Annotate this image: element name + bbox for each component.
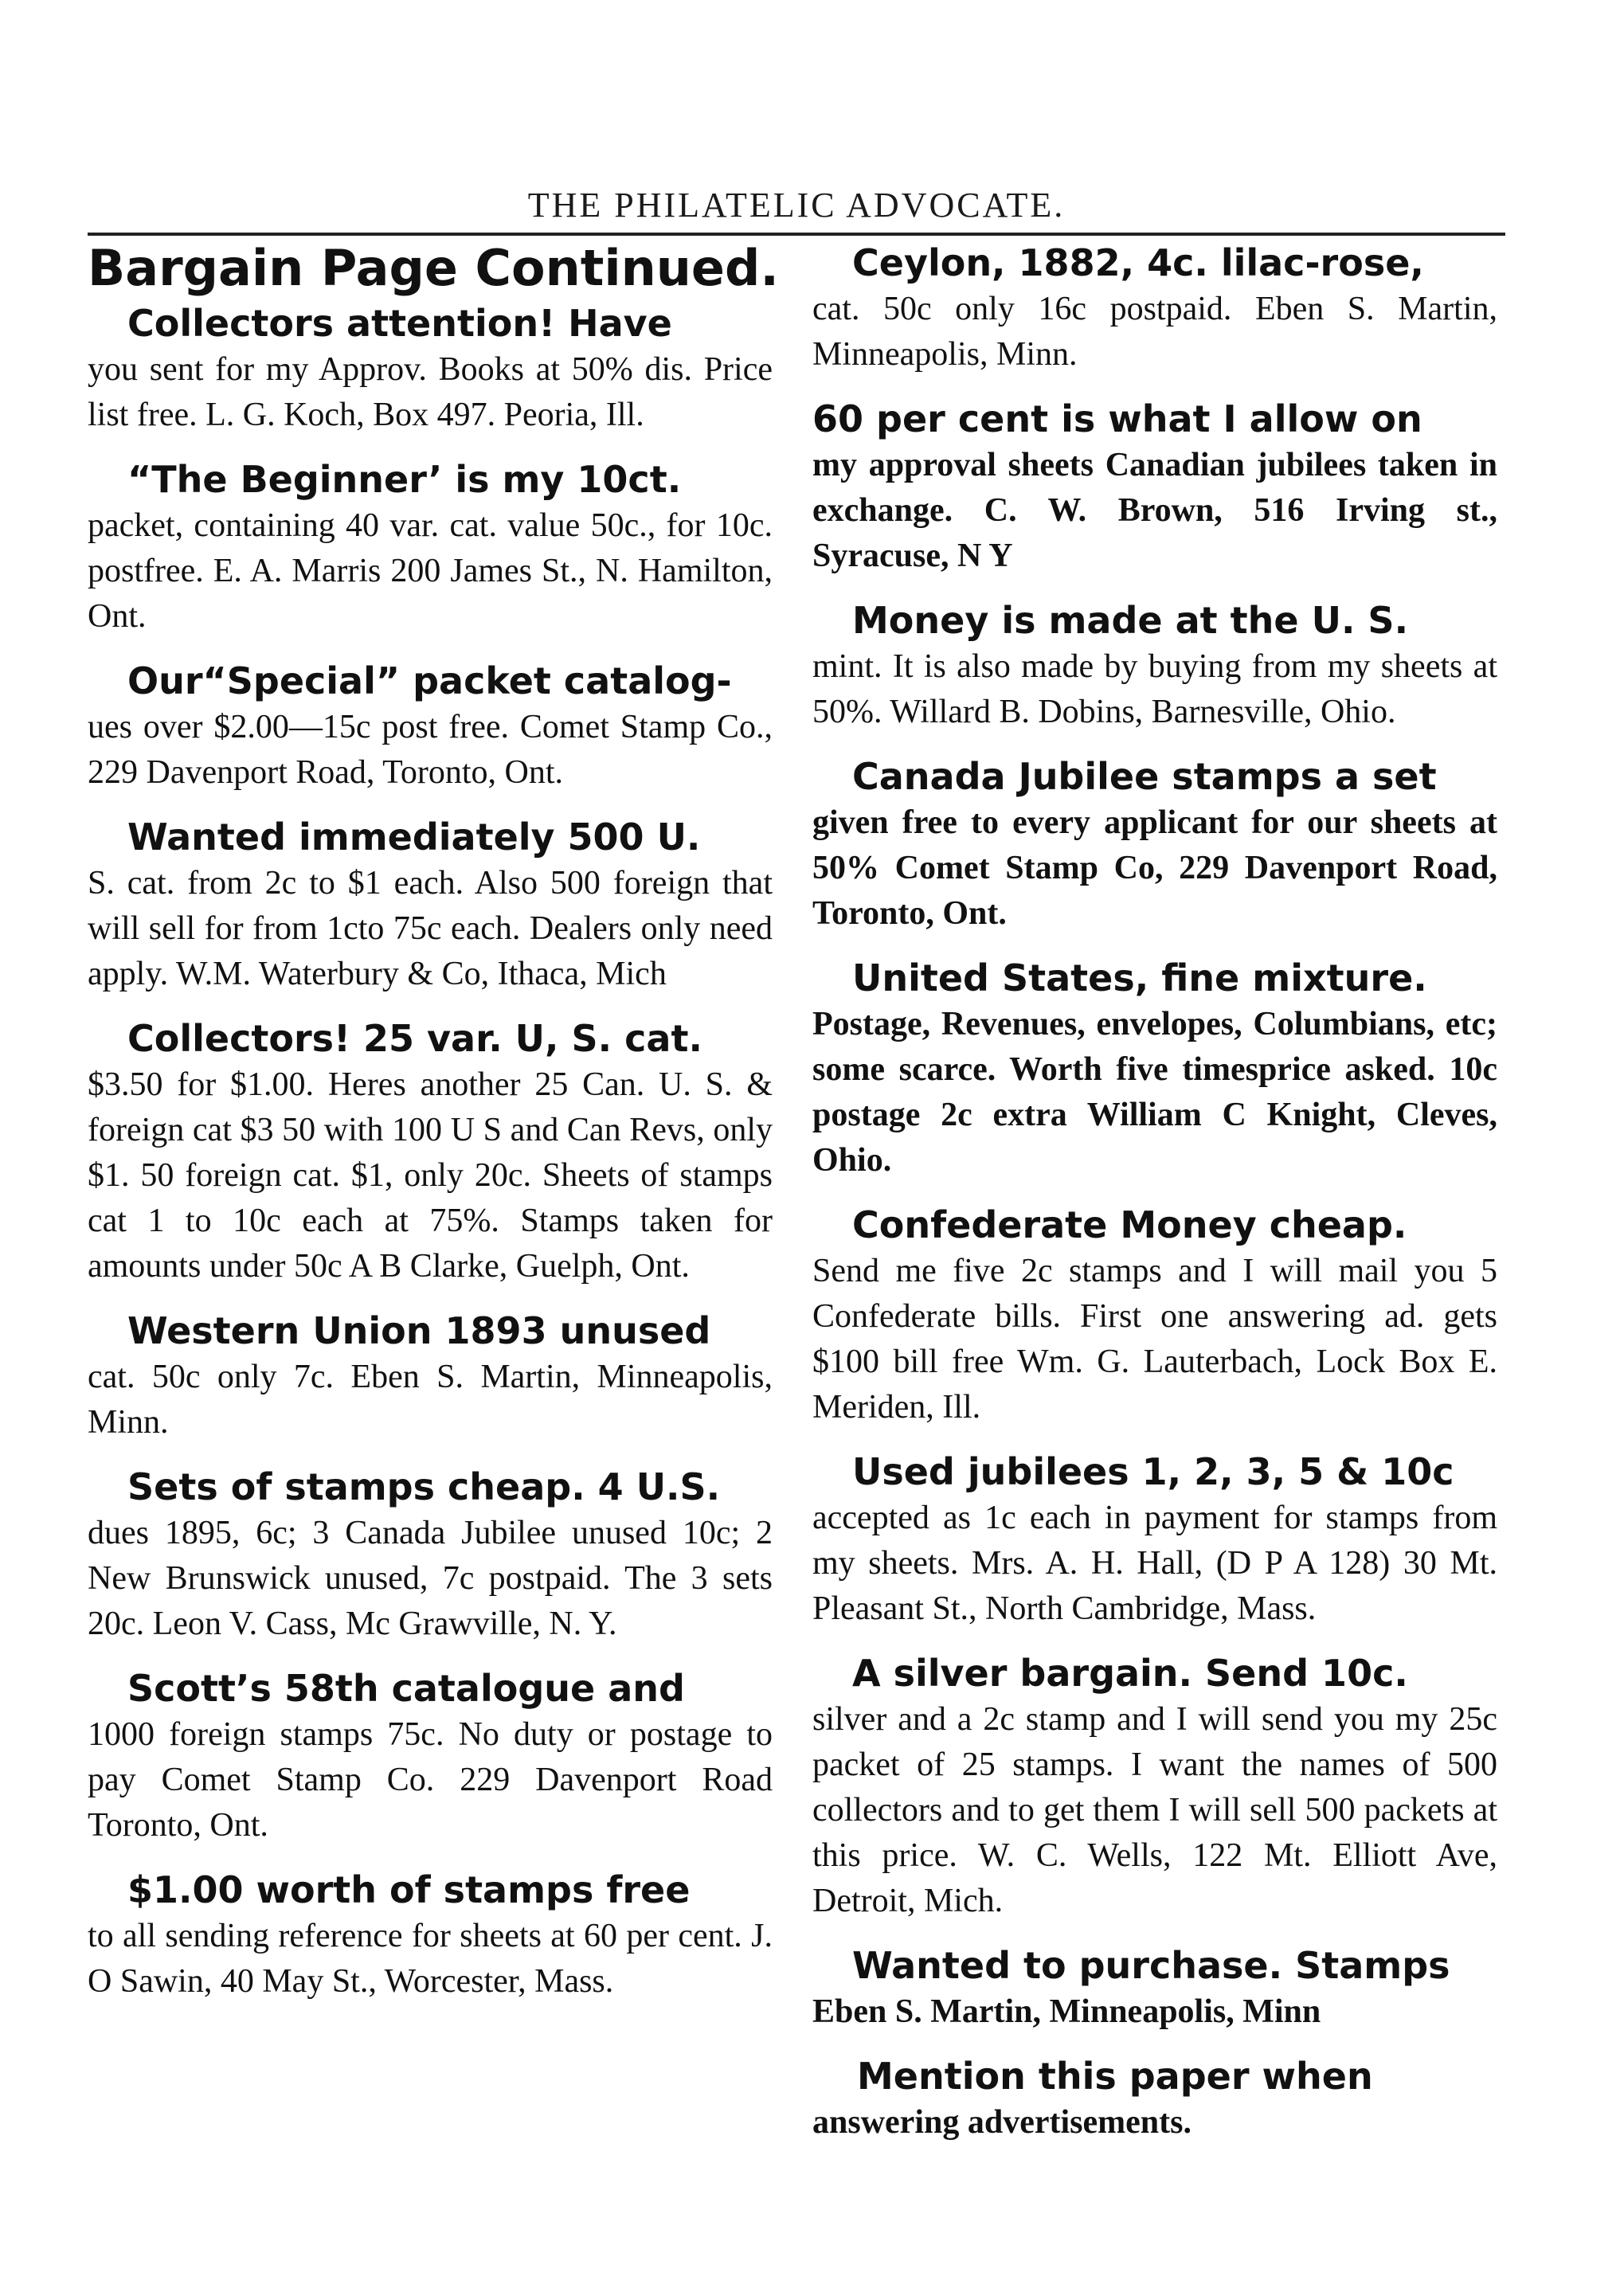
ad-dobins — [812, 596, 1497, 735]
ad-body: you sent for my Approv. Books at 50% dis. Price list free. L. G. Koch, Box 497. Peoria, Ill. — [88, 351, 773, 433]
ad-lead: Collectors! 25 var. U, S. cat. — [127, 1017, 702, 1060]
ad-lead: 60 per cent is what I allow on — [812, 397, 1422, 440]
ad-lead: $1.00 worth of stamps free — [127, 1868, 691, 1911]
ad-lead: Scott’s 58th catalogue and — [127, 1667, 685, 1710]
ad-western-union — [88, 1307, 773, 1445]
ad-body: accepted as 1c each in payment for stamps from my sheets. Mrs. A. H. Hall, (D P A 128) 30 Mt. Pleasant St., North Cambridge, Mass. — [812, 1500, 1497, 1627]
ad-clarke — [88, 1015, 773, 1289]
ad-ceylon — [812, 239, 1497, 377]
ad-body: answering advertisements. — [812, 2104, 1192, 2141]
ad-lead: Wanted immediately 500 U. — [127, 816, 701, 859]
ad-body: Send me five 2c stamps and I will mail you 5 Confederate bills. First one answering ad. gets $100 bill free Wm. G. Lauterbach, Lock Box E. Meriden, Ill. — [812, 1253, 1497, 1426]
ad-body: Eben S. Martin, Minneapolis, Minn — [812, 1993, 1321, 2030]
ad-knight — [812, 954, 1497, 1183]
ad-marris — [88, 456, 773, 640]
section-title: Bargain Page Continued. — [88, 239, 779, 297]
ad-lead: Our“Special” packet catalog- — [127, 659, 732, 702]
ad-body: mint. It is also made by buying from my sheets at 50%. Willard B. Dobins, Barnesville, Ohio. — [812, 648, 1497, 730]
ad-mention-this-paper — [812, 2052, 1497, 2145]
ad-body: dues 1895, 6c; 3 Canada Jubilee unused 10c; 2 New Brunswick unused, 7c postpaid. The 3 sets 20c. Leon V. Cass, Mc Grawville, N. Y. — [88, 1515, 773, 1642]
ad-lead: “The Beginner’ is my 10ct. — [127, 458, 682, 501]
ad-lead: Sets of stamps cheap. 4 U.S. — [127, 1465, 721, 1508]
ad-sawin — [88, 1866, 773, 2005]
ad-lead: Mention this paper when — [857, 2055, 1373, 2098]
ad-body: S. cat. from 2c to $1 each. Also 500 foreign that will sell for from 1cto 75c each. Dealers only need apply. W.M. Waterbury & Co, Ithaca, Mich — [88, 865, 773, 992]
ad-body: given free to every applicant for our sheets at 50% Comet Stamp Co, 229 Davenport Road, Toronto, Ont. — [812, 804, 1497, 932]
ad-lead: United States, fine mixture. — [852, 956, 1427, 999]
ad-waterbury — [88, 813, 773, 997]
running-head: THE PHILATELIC ADVOCATE. — [527, 186, 1066, 225]
ad-lead: Ceylon, 1882, 4c. lilac-rose, — [852, 241, 1424, 284]
ad-body: my approval sheets Canadian jubilees taken in exchange. C. W. Brown, 516 Irving st., Syracuse, N Y — [812, 447, 1497, 574]
ad-lead: A silver bargain. Send 10c. — [852, 1652, 1408, 1695]
ad-koch — [88, 299, 773, 438]
ad-body: to all sending reference for sheets at 60 per cent. J. O Sawin, 40 May St., Worcester, Mass. — [88, 1918, 773, 2000]
ad-body: cat. 50c only 7c. Eben S. Martin, Minneapolis, Minn. — [88, 1359, 773, 1441]
ad-body: packet, containing 40 var. cat. value 50c., for 10c. postfree. E. A. Marris 200 James St., N. Hamilton, Ont. — [88, 507, 773, 635]
header-rule — [88, 233, 1505, 236]
ad-lead: Money is made at the U. S. — [852, 599, 1409, 642]
ad-cass — [88, 1463, 773, 1647]
ad-hall — [812, 1448, 1497, 1632]
ad-wells — [812, 1649, 1497, 1924]
ad-lead: Confederate Money cheap. — [852, 1203, 1407, 1246]
ad-wanted-to-purchase — [812, 1942, 1497, 2035]
ad-lead: Wanted to purchase. Stamps — [852, 1944, 1450, 1987]
ad-lead: Western Union 1893 unused — [127, 1309, 711, 1352]
ad-comet-special — [88, 657, 773, 796]
ad-lead: Used jubilees 1, 2, 3, 5 & 10c — [852, 1450, 1454, 1493]
ad-body: 1000 foreign stamps 75c. No duty or postage to pay Comet Stamp Co. 229 Davenport Road Toronto, Ont. — [88, 1716, 773, 1844]
ad-lauterbach — [812, 1201, 1497, 1430]
ad-lead: Collectors attention! Have — [127, 302, 672, 345]
ad-body: ues over $2.00—15c post free. Comet Stamp Co., 229 Davenport Road, Toronto, Ont. — [88, 709, 773, 791]
ad-canada-jubilee — [812, 753, 1497, 937]
ad-body: Postage, Revenues, envelopes, Columbians, etc; some scarce. Worth five timesprice asked. 10c postage 2c extra William C Knight, Cleves, Ohio. — [812, 1006, 1497, 1179]
ad-body: silver and a 2c stamp and I will send you my 25c packet of 25 stamps. I want the names of 500 collectors and to get them I will sell 500 packets at this price. W. C. Wells, 122 Mt. Elliott Ave, Detroit, Mich. — [812, 1701, 1497, 1919]
ad-scotts-catalogue — [88, 1664, 773, 1848]
left-column — [88, 239, 779, 2022]
ad-body: cat. 50c only 16c postpaid. Eben S. Martin, Minneapolis, Minn. — [812, 291, 1497, 373]
ad-lead: Canada Jubilee stamps a set — [852, 755, 1437, 798]
ad-body: $3.50 for $1.00. Heres another 25 Can. U. S. & foreign cat $3 50 with 100 U S and Can Revs, only $1. 50 foreign cat. $1, only 20c. Sheets of stamps cat 1 to 10c each at 75%. Stamps taken for amounts under 50c A B Clarke, Guelph, Ont. — [88, 1066, 773, 1285]
ad-brown — [812, 395, 1497, 579]
right-column — [812, 239, 1497, 2163]
